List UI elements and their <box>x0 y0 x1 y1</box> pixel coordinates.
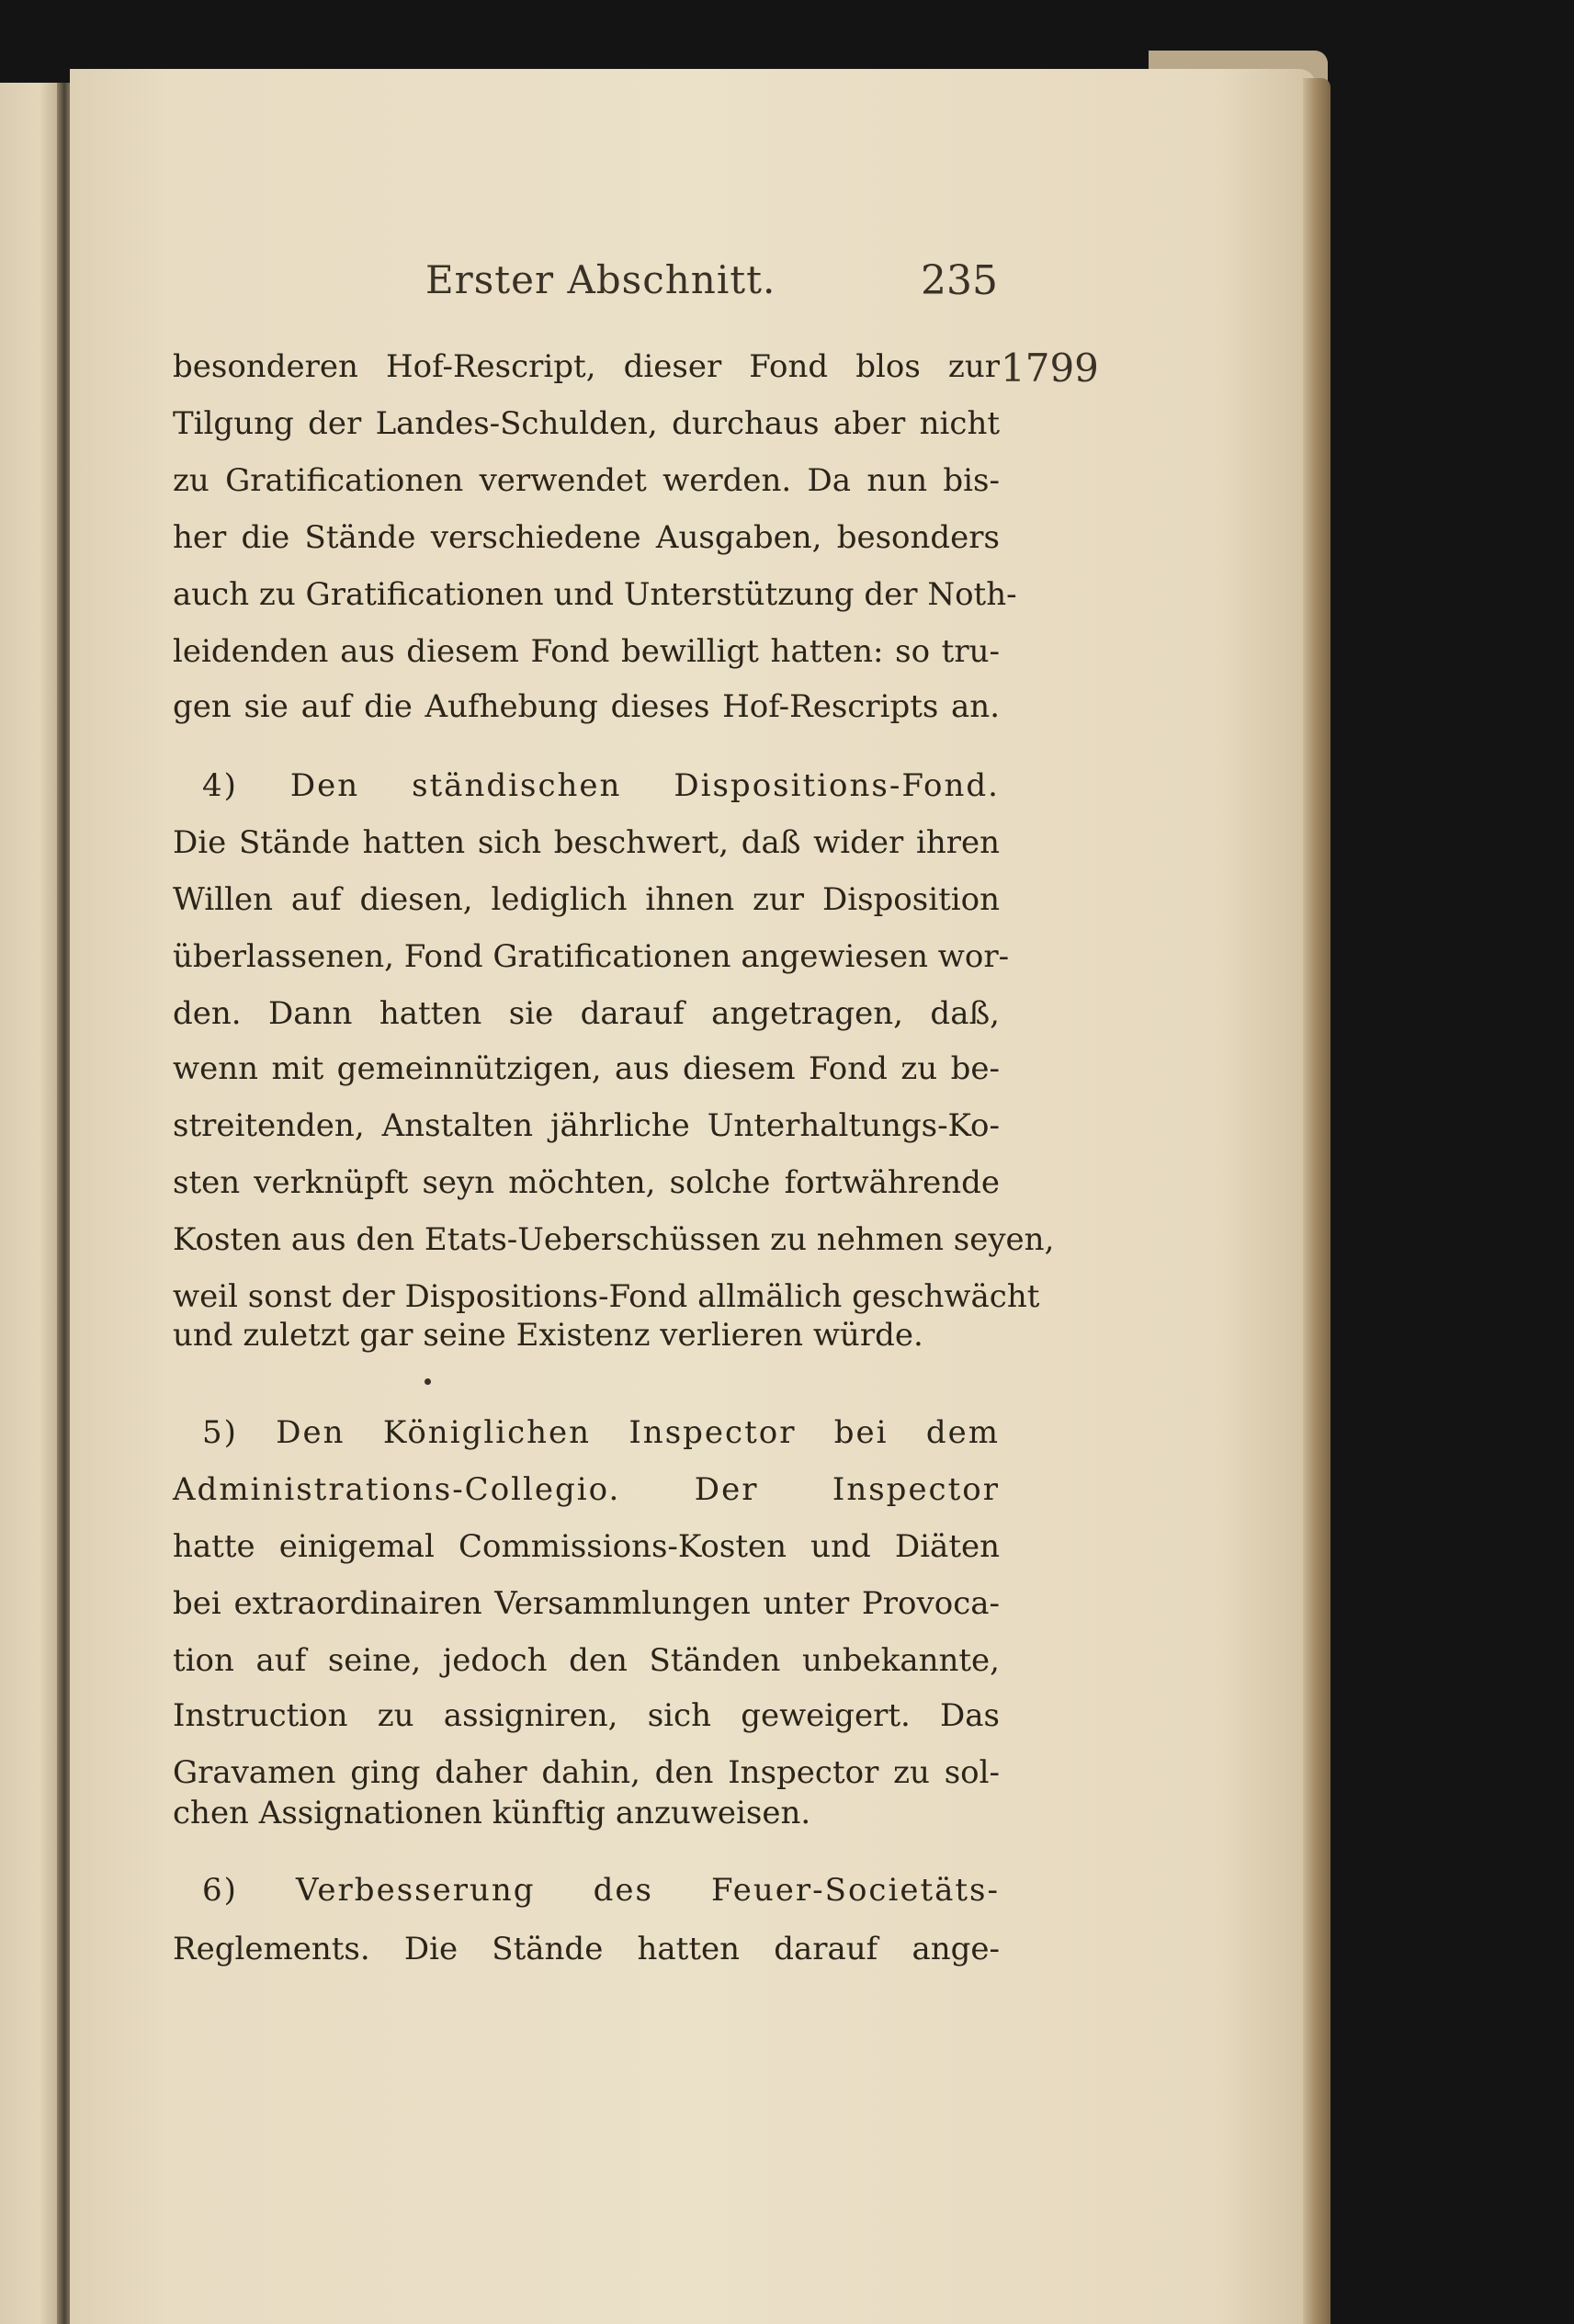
text-line: Instruction zu assigniren, sich geweigert. Das <box>173 1697 1000 1734</box>
ink-speck <box>425 1378 431 1385</box>
text-line: überlassenen, Fond Gratificationen angewiesen wor- <box>173 938 1010 975</box>
text-line: tion auf seine, jedoch den Ständen unbekannte, <box>173 1642 1000 1679</box>
running-head-title: Erster Abschnitt. <box>425 257 776 302</box>
text-line: Die Stände hatten sich beschwert, daß wider ihren <box>173 824 1000 861</box>
text-line: wenn mit gemeinnützigen, aus diesem Fond zu be- <box>173 1050 1000 1087</box>
section-heading-5: 5) Den Königlichen Inspector bei dem <box>202 1414 1000 1451</box>
text-line: besonderen Hof-Rescript, dieser Fond blos zur <box>173 348 1000 385</box>
margin-year-note: 1799 <box>1001 346 1099 391</box>
section-heading-4: 4) Den ständischen Dispositions-Fond. <box>202 767 1000 804</box>
text-line: Willen auf diesen, lediglich ihnen zur Disposition <box>173 881 1000 918</box>
text-line: Gravamen ging daher dahin, den Inspector zu sol- <box>173 1754 1000 1791</box>
text-line: bei extraordinairen Versammlungen unter Provoca- <box>173 1585 1000 1622</box>
page-number: 235 <box>921 257 998 304</box>
text-line: chen Assignationen künftig anzuweisen. <box>173 1795 811 1831</box>
text-line: streitenden, Anstalten jährliche Unterhaltungs-Ko- <box>173 1107 1000 1144</box>
text-line: weil sonst der Dispositions-Fond allmälich geschwächt <box>173 1278 1040 1315</box>
text-line: sten verknüpft seyn möchten, solche fortwährende <box>173 1164 1000 1201</box>
page-fore-edge <box>1303 78 1331 2324</box>
text-line: den. Dann hatten sie darauf angetragen, daß, <box>173 995 1000 1032</box>
text-line: leidenden aus diesem Fond bewilligt hatten: so tru- <box>173 633 1000 670</box>
text-line: her die Stände verschiedene Ausgaben, besonders <box>173 519 1000 556</box>
text-line: Administrations-Collegio. Der Inspector <box>173 1471 1000 1508</box>
text-line: gen sie auf die Aufhebung dieses Hof-Rescripts an. <box>173 688 1000 725</box>
text-line: hatte einigemal Commissions-Kosten und Diäten <box>173 1528 1000 1565</box>
text-line: Kosten aus den Etats-Ueberschüssen zu nehmen seyen, <box>173 1221 1055 1258</box>
section-heading-6: 6) Verbesserung des Feuer-Societäts- <box>202 1872 1000 1909</box>
text-line: Reglements. Die Stände hatten darauf ange- <box>173 1931 1000 1967</box>
facing-page-edge <box>0 83 64 2324</box>
text-line: auch zu Gratificationen und Unterstützung der Noth- <box>173 576 1017 613</box>
text-line: Tilgung der Landes-Schulden, durchaus aber nicht <box>173 405 1000 442</box>
text-line: und zuletzt gar seine Existenz verlieren würde. <box>173 1317 923 1354</box>
running-head <box>173 257 1000 312</box>
text-line: zu Gratificationen verwendet werden. Da nun bis- <box>173 462 1000 499</box>
